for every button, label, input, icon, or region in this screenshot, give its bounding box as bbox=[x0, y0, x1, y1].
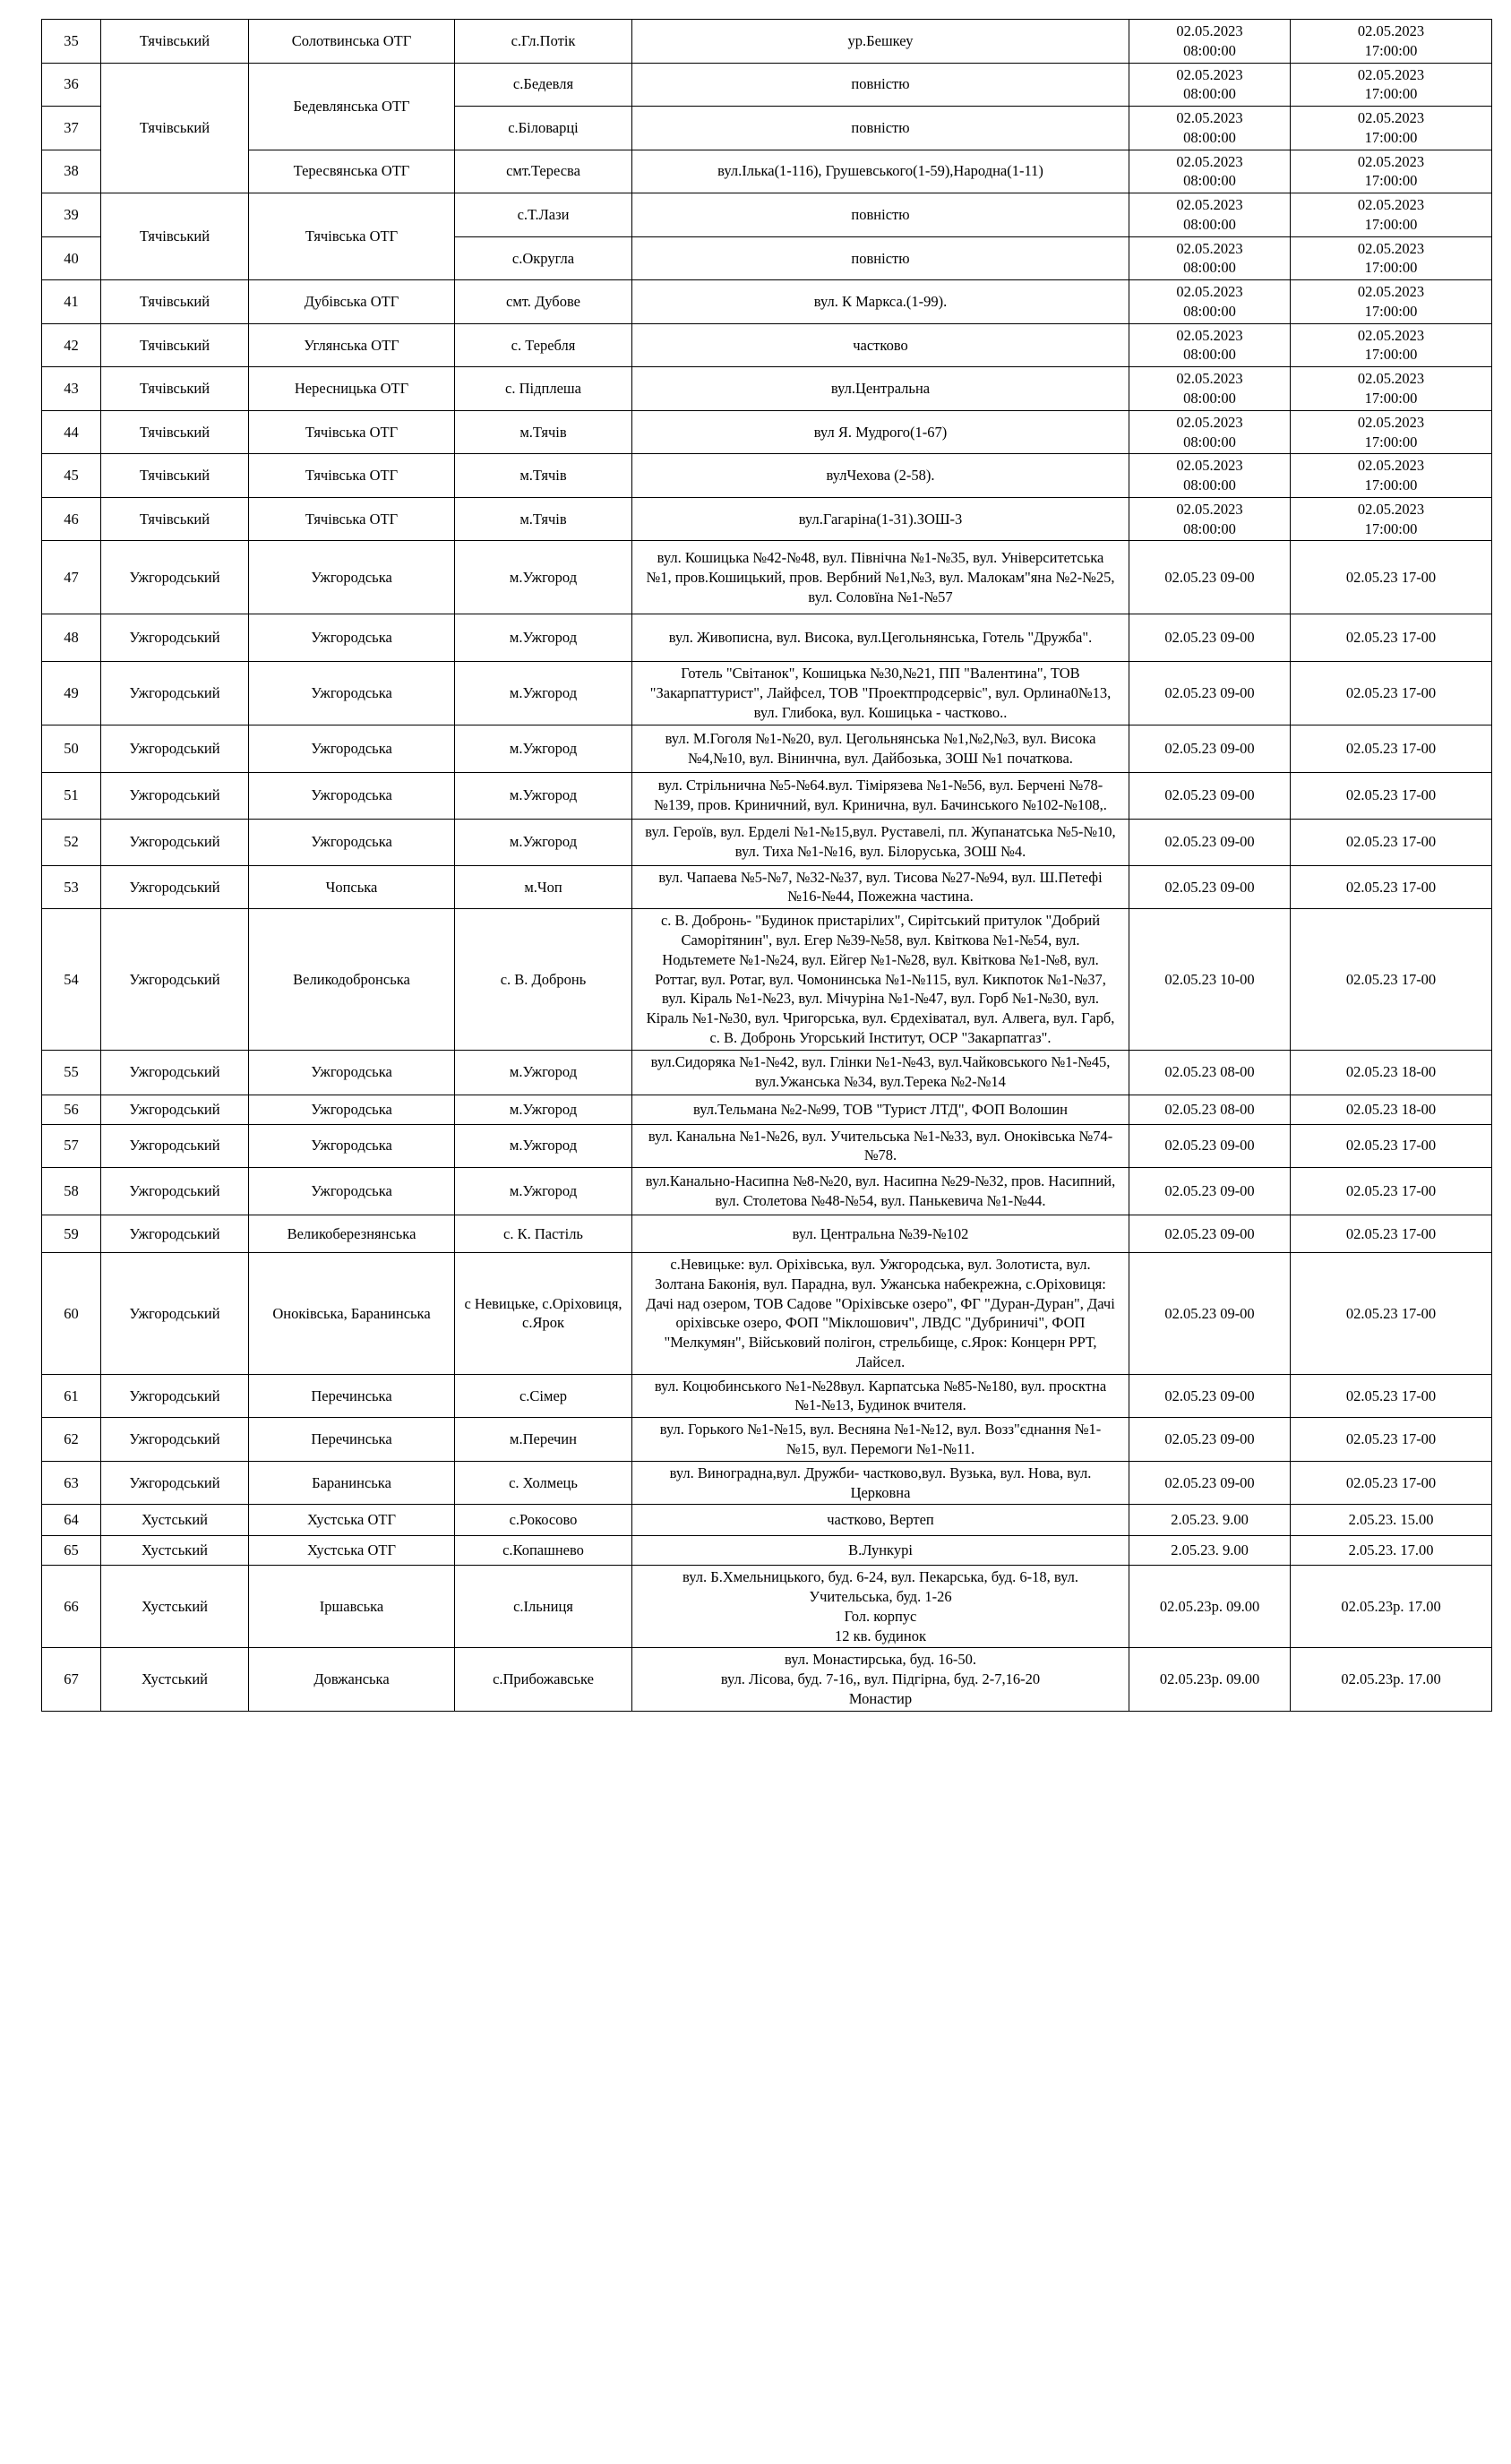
row-number-cell: 54 bbox=[42, 909, 101, 1050]
start-time-cell: 02.05.23 09-00 bbox=[1129, 1461, 1291, 1505]
community-cell: Іршавська bbox=[249, 1566, 455, 1648]
end-time-cell: 02.05.23 17-00 bbox=[1291, 614, 1492, 662]
settlement-cell: смт.Тересва bbox=[455, 150, 632, 193]
row-number-cell: 46 bbox=[42, 497, 101, 541]
district-cell: Ужгородський bbox=[101, 772, 249, 819]
end-time-cell: 02.05.23 17-00 bbox=[1291, 1215, 1492, 1253]
district-cell: Хустський bbox=[101, 1536, 249, 1566]
start-time-cell: 02.05.2023 08:00:00 bbox=[1129, 497, 1291, 541]
community-cell: Солотвинська ОТГ bbox=[249, 20, 455, 64]
district-cell: Тячівський bbox=[101, 20, 249, 64]
district-cell: Тячівський bbox=[101, 454, 249, 498]
start-time-cell: 2.05.23. 9.00 bbox=[1129, 1505, 1291, 1536]
address-cell: частково, Вертеп bbox=[632, 1505, 1129, 1536]
start-time-cell: 02.05.23р. 09.00 bbox=[1129, 1648, 1291, 1711]
district-cell: Хустський bbox=[101, 1648, 249, 1711]
start-time-cell: 02.05.23 09-00 bbox=[1129, 1418, 1291, 1462]
community-cell: Оноківська, Баранинська bbox=[249, 1253, 455, 1375]
community-cell: Великодобронська bbox=[249, 909, 455, 1050]
address-cell: вул Я. Мудрого(1-67) bbox=[632, 410, 1129, 454]
community-cell: Хустська ОТГ bbox=[249, 1536, 455, 1566]
table-row bbox=[42, 865, 1492, 909]
row-number-cell: 43 bbox=[42, 367, 101, 411]
community-cell: Ужгородська bbox=[249, 1124, 455, 1168]
address-cell: вул. Виноградна,вул. Дружби- частково,вул. Вузька, вул. Нова, вул. Церковна bbox=[632, 1461, 1129, 1505]
start-time-cell: 02.05.23 09-00 bbox=[1129, 819, 1291, 865]
community-cell: Довжанська bbox=[249, 1648, 455, 1711]
end-time-cell: 02.05.2023 17:00:00 bbox=[1291, 410, 1492, 454]
table-row bbox=[42, 63, 1492, 107]
end-time-cell: 02.05.23 17-00 bbox=[1291, 865, 1492, 909]
outage-schedule-sheet bbox=[41, 19, 1491, 1712]
address-cell: В.Лункурі bbox=[632, 1536, 1129, 1566]
table-row bbox=[42, 367, 1492, 411]
end-time-cell: 02.05.2023 17:00:00 bbox=[1291, 236, 1492, 280]
settlement-cell: с. Теребля bbox=[455, 323, 632, 367]
row-number-cell: 35 bbox=[42, 20, 101, 64]
table-row bbox=[42, 614, 1492, 662]
start-time-cell: 02.05.23 10-00 bbox=[1129, 909, 1291, 1050]
row-number-cell: 59 bbox=[42, 1215, 101, 1253]
address-cell: вул. Кошицька №42-№48, вул. Північна №1-№35, вул. Університетська №1, пров.Кошицький, пров. Вербний №1,№3, вул. Малокам"яна №2-№25, вул. Соловїна №1-№57 bbox=[632, 541, 1129, 614]
table-row bbox=[42, 1418, 1492, 1462]
row-number-cell: 42 bbox=[42, 323, 101, 367]
end-time-cell: 02.05.23 17-00 bbox=[1291, 1253, 1492, 1375]
table-row bbox=[42, 1461, 1492, 1505]
end-time-cell: 02.05.23р. 17.00 bbox=[1291, 1566, 1492, 1648]
row-number-cell: 40 bbox=[42, 236, 101, 280]
settlement-cell: м.Ужгород bbox=[455, 541, 632, 614]
settlement-cell: с Невицьке, с.Оріховиця, с.Ярок bbox=[455, 1253, 632, 1375]
community-cell: Ужгородська bbox=[249, 662, 455, 725]
start-time-cell: 02.05.23 09-00 bbox=[1129, 1253, 1291, 1375]
community-cell: Дубівська ОТГ bbox=[249, 280, 455, 324]
start-time-cell: 02.05.23 09-00 bbox=[1129, 614, 1291, 662]
community-cell: Тячівська ОТГ bbox=[249, 497, 455, 541]
table-row bbox=[42, 1566, 1492, 1648]
table-row bbox=[42, 1536, 1492, 1566]
row-number-cell: 65 bbox=[42, 1536, 101, 1566]
district-cell: Тячівський bbox=[101, 193, 249, 280]
end-time-cell: 02.05.2023 17:00:00 bbox=[1291, 454, 1492, 498]
table-row bbox=[42, 1215, 1492, 1253]
table-row bbox=[42, 454, 1492, 498]
row-number-cell: 41 bbox=[42, 280, 101, 324]
community-cell: Нересницька ОТГ bbox=[249, 367, 455, 411]
row-number-cell: 66 bbox=[42, 1566, 101, 1648]
start-time-cell: 02.05.2023 08:00:00 bbox=[1129, 410, 1291, 454]
row-number-cell: 50 bbox=[42, 725, 101, 772]
address-cell: вул.Ілька(1-116), Грушевського(1-59),Народна(1-11) bbox=[632, 150, 1129, 193]
table-row bbox=[42, 1648, 1492, 1711]
settlement-cell: м.Ужгород bbox=[455, 819, 632, 865]
district-cell: Хустський bbox=[101, 1566, 249, 1648]
row-number-cell: 56 bbox=[42, 1095, 101, 1124]
start-time-cell: 02.05.2023 08:00:00 bbox=[1129, 20, 1291, 64]
end-time-cell: 02.05.23 17-00 bbox=[1291, 1374, 1492, 1418]
end-time-cell: 02.05.23 17-00 bbox=[1291, 1418, 1492, 1462]
start-time-cell: 02.05.23р. 09.00 bbox=[1129, 1566, 1291, 1648]
row-number-cell: 36 bbox=[42, 63, 101, 107]
settlement-cell: м.Тячів bbox=[455, 454, 632, 498]
settlement-cell: с.Бедевля bbox=[455, 63, 632, 107]
start-time-cell: 02.05.2023 08:00:00 bbox=[1129, 63, 1291, 107]
start-time-cell: 02.05.2023 08:00:00 bbox=[1129, 367, 1291, 411]
end-time-cell: 02.05.2023 17:00:00 bbox=[1291, 280, 1492, 324]
end-time-cell: 02.05.23 17-00 bbox=[1291, 662, 1492, 725]
address-cell: частково bbox=[632, 323, 1129, 367]
community-cell: Чопська bbox=[249, 865, 455, 909]
settlement-cell: м.Ужгород bbox=[455, 725, 632, 772]
start-time-cell: 02.05.23 09-00 bbox=[1129, 541, 1291, 614]
district-cell: Ужгородський bbox=[101, 1050, 249, 1095]
end-time-cell: 02.05.2023 17:00:00 bbox=[1291, 63, 1492, 107]
table-row bbox=[42, 1374, 1492, 1418]
community-cell: Ужгородська bbox=[249, 1168, 455, 1215]
address-cell: вул. Стрільнична №5-№64.вул. Тімірязева №1-№56, вул. Берчені №78-№139, пров. Криничний, вул. Кринична, вул. Бачинського №102-№108,. bbox=[632, 772, 1129, 819]
table-row bbox=[42, 1124, 1492, 1168]
row-number-cell: 48 bbox=[42, 614, 101, 662]
start-time-cell: 02.05.2023 08:00:00 bbox=[1129, 150, 1291, 193]
address-cell: вул. Монастирська, буд. 16-50. вул. Лісова, буд. 7-16,, вул. Підгірна, буд. 2-7,16-20 Монастир bbox=[632, 1648, 1129, 1711]
row-number-cell: 58 bbox=[42, 1168, 101, 1215]
community-cell: Углянська ОТГ bbox=[249, 323, 455, 367]
row-number-cell: 39 bbox=[42, 193, 101, 237]
address-cell: повністю bbox=[632, 63, 1129, 107]
district-cell: Ужгородський bbox=[101, 1374, 249, 1418]
district-cell: Тячівський bbox=[101, 323, 249, 367]
community-cell: Перечинська bbox=[249, 1418, 455, 1462]
settlement-cell: м.Чоп bbox=[455, 865, 632, 909]
address-cell: вул. Центральна №39-№102 bbox=[632, 1215, 1129, 1253]
settlement-cell: м.Перечин bbox=[455, 1418, 632, 1462]
district-cell: Тячівський bbox=[101, 367, 249, 411]
row-number-cell: 47 bbox=[42, 541, 101, 614]
address-cell: вул. Канальна №1-№26, вул. Учительська №1-№33, вул. Оноківська №74-№78. bbox=[632, 1124, 1129, 1168]
community-cell: Ужгородська bbox=[249, 819, 455, 865]
row-number-cell: 60 bbox=[42, 1253, 101, 1375]
end-time-cell: 02.05.2023 17:00:00 bbox=[1291, 497, 1492, 541]
settlement-cell: м.Ужгород bbox=[455, 662, 632, 725]
end-time-cell: 02.05.2023 17:00:00 bbox=[1291, 150, 1492, 193]
district-cell: Ужгородський bbox=[101, 1168, 249, 1215]
end-time-cell: 02.05.23 17-00 bbox=[1291, 1461, 1492, 1505]
community-cell: Великоберезнянська bbox=[249, 1215, 455, 1253]
settlement-cell: м.Ужгород bbox=[455, 1124, 632, 1168]
address-cell: вул. Живописна, вул. Висока, вул.Цегольнянська, Готель "Дружба". bbox=[632, 614, 1129, 662]
address-cell: вул.Тельмана №2-№99, ТОВ "Турист ЛТД", ФОП Волошин bbox=[632, 1095, 1129, 1124]
district-cell: Ужгородський bbox=[101, 909, 249, 1050]
district-cell: Ужгородський bbox=[101, 1461, 249, 1505]
address-cell: ур.Бешкеу bbox=[632, 20, 1129, 64]
settlement-cell: м.Тячів bbox=[455, 497, 632, 541]
district-cell: Ужгородський bbox=[101, 819, 249, 865]
table-row bbox=[42, 497, 1492, 541]
row-number-cell: 64 bbox=[42, 1505, 101, 1536]
row-number-cell: 61 bbox=[42, 1374, 101, 1418]
settlement-cell: с.Т.Лази bbox=[455, 193, 632, 237]
row-number-cell: 51 bbox=[42, 772, 101, 819]
end-time-cell: 02.05.23 17-00 bbox=[1291, 819, 1492, 865]
district-cell: Ужгородський bbox=[101, 725, 249, 772]
row-number-cell: 57 bbox=[42, 1124, 101, 1168]
settlement-cell: с. Холмець bbox=[455, 1461, 632, 1505]
community-cell: Тячівська ОТГ bbox=[249, 193, 455, 280]
start-time-cell: 02.05.2023 08:00:00 bbox=[1129, 454, 1291, 498]
community-cell: Хустська ОТГ bbox=[249, 1505, 455, 1536]
settlement-cell: смт. Дубове bbox=[455, 280, 632, 324]
table-row bbox=[42, 725, 1492, 772]
community-cell: Ужгородська bbox=[249, 614, 455, 662]
settlement-cell: м.Тячів bbox=[455, 410, 632, 454]
table-row bbox=[42, 323, 1492, 367]
community-cell: Ужгородська bbox=[249, 541, 455, 614]
end-time-cell: 02.05.23 17-00 bbox=[1291, 1168, 1492, 1215]
table-row bbox=[42, 1253, 1492, 1375]
end-time-cell: 2.05.23. 17.00 bbox=[1291, 1536, 1492, 1566]
settlement-cell: м.Ужгород bbox=[455, 614, 632, 662]
end-time-cell: 02.05.2023 17:00:00 bbox=[1291, 367, 1492, 411]
start-time-cell: 02.05.2023 08:00:00 bbox=[1129, 107, 1291, 150]
row-number-cell: 62 bbox=[42, 1418, 101, 1462]
community-cell: Тячівська ОТГ bbox=[249, 454, 455, 498]
end-time-cell: 02.05.2023 17:00:00 bbox=[1291, 107, 1492, 150]
address-cell: с. В. Добронь- "Будинок пристарілих", Сирітський притулок "Добрий Саморітянин", вул. Егер №39-№58, вул. Квіткова №1-№54, вул. Нодьтемете №1-№24, вул. Ейгер №1-№28, вул. Квіткова №1-№8, вул. Роттаг, вул. Ротаг, вул. Чомонинська №1-№115, вул. Кикпоток №1-№37, вул. Кіраль №1-№23, вул. Мічуріна №1-№47, вул. Горб №1-№30, вул. Кіраль №1-№30, вул. Чригорська, вул. Єрдехіватал, вул. Алвега, вул. Гарб, с. В. Добронь Угорський Інститут, ОСР "Закарпатгаз". bbox=[632, 909, 1129, 1050]
table-row bbox=[42, 1050, 1492, 1095]
row-number-cell: 53 bbox=[42, 865, 101, 909]
table-row bbox=[42, 1168, 1492, 1215]
district-cell: Тячівський bbox=[101, 280, 249, 324]
end-time-cell: 02.05.23р. 17.00 bbox=[1291, 1648, 1492, 1711]
end-time-cell: 02.05.2023 17:00:00 bbox=[1291, 323, 1492, 367]
settlement-cell: м.Ужгород bbox=[455, 1168, 632, 1215]
community-cell: Баранинська bbox=[249, 1461, 455, 1505]
community-cell: Перечинська bbox=[249, 1374, 455, 1418]
settlement-cell: с. Підплеша bbox=[455, 367, 632, 411]
row-number-cell: 67 bbox=[42, 1648, 101, 1711]
table-row bbox=[42, 662, 1492, 725]
start-time-cell: 02.05.2023 08:00:00 bbox=[1129, 193, 1291, 237]
start-time-cell: 02.05.23 08-00 bbox=[1129, 1095, 1291, 1124]
settlement-cell: с.Гл.Потік bbox=[455, 20, 632, 64]
row-number-cell: 52 bbox=[42, 819, 101, 865]
settlement-cell: с.Прибожавське bbox=[455, 1648, 632, 1711]
settlement-cell: м.Ужгород bbox=[455, 772, 632, 819]
settlement-cell: с.Рокосово bbox=[455, 1505, 632, 1536]
settlement-cell: с.Округла bbox=[455, 236, 632, 280]
address-cell: повністю bbox=[632, 193, 1129, 237]
settlement-cell: с.Копашнево bbox=[455, 1536, 632, 1566]
community-cell: Ужгородська bbox=[249, 1050, 455, 1095]
district-cell: Тячівський bbox=[101, 63, 249, 193]
table-row bbox=[42, 20, 1492, 64]
community-cell: Ужгородська bbox=[249, 772, 455, 819]
start-time-cell: 02.05.23 09-00 bbox=[1129, 662, 1291, 725]
table-row bbox=[42, 1095, 1492, 1124]
address-cell: с.Невицьке: вул. Оріхівська, вул. Ужгородська, вул. Золотиста, вул. Золтана Баконія, вул. Парадна, вул. Ужанська набекрежна, с.Оріховиця: Дачі над озером, ТОВ Садове "Оріхівське озеро", ФГ "Дуран-Дуран", Дачі оріхівське озеро, ФОП "Міклошович", ЛВДС "Дубриничі", ФОП "Мелкумян", Військовий полігон, стрельбище, с.Ярок: Концерн РРТ, Лайсел. bbox=[632, 1253, 1129, 1375]
end-time-cell: 02.05.23 18-00 bbox=[1291, 1050, 1492, 1095]
row-number-cell: 44 bbox=[42, 410, 101, 454]
start-time-cell: 2.05.23. 9.00 bbox=[1129, 1536, 1291, 1566]
start-time-cell: 02.05.23 09-00 bbox=[1129, 1168, 1291, 1215]
address-cell: вул. М.Гоголя №1-№20, вул. Цегольнянська №1,№2,№3, вул. Висока №4,№10, вул. Вінинчна, вул. Дайбозька, ЗОШ №1 початкова. bbox=[632, 725, 1129, 772]
end-time-cell: 02.05.2023 17:00:00 bbox=[1291, 20, 1492, 64]
outage-table bbox=[41, 19, 1492, 1712]
table-row bbox=[42, 772, 1492, 819]
start-time-cell: 02.05.2023 08:00:00 bbox=[1129, 236, 1291, 280]
start-time-cell: 02.05.2023 08:00:00 bbox=[1129, 323, 1291, 367]
district-cell: Ужгородський bbox=[101, 1253, 249, 1375]
start-time-cell: 02.05.23 09-00 bbox=[1129, 725, 1291, 772]
table-row bbox=[42, 1505, 1492, 1536]
address-cell: вул. Героїв, вул. Ерделі №1-№15,вул. Руставелі, пл. Жупанатська №5-№10, вул. Тиха №1-№16, вул. Білоруська, ЗОШ №4. bbox=[632, 819, 1129, 865]
district-cell: Ужгородський bbox=[101, 865, 249, 909]
district-cell: Ужгородський bbox=[101, 614, 249, 662]
start-time-cell: 02.05.23 09-00 bbox=[1129, 1215, 1291, 1253]
address-cell: вул. Горького №1-№15, вул. Весняна №1-№12, вул. Возз"єднання №1-№15, вул. Перемоги №1-№11. bbox=[632, 1418, 1129, 1462]
table-row bbox=[42, 909, 1492, 1050]
settlement-cell: м.Ужгород bbox=[455, 1095, 632, 1124]
district-cell: Ужгородський bbox=[101, 1215, 249, 1253]
row-number-cell: 45 bbox=[42, 454, 101, 498]
end-time-cell: 02.05.2023 17:00:00 bbox=[1291, 193, 1492, 237]
row-number-cell: 55 bbox=[42, 1050, 101, 1095]
table-row bbox=[42, 541, 1492, 614]
community-cell: Тячівська ОТГ bbox=[249, 410, 455, 454]
row-number-cell: 38 bbox=[42, 150, 101, 193]
start-time-cell: 02.05.23 09-00 bbox=[1129, 1374, 1291, 1418]
district-cell: Хустський bbox=[101, 1505, 249, 1536]
end-time-cell: 02.05.23 17-00 bbox=[1291, 1124, 1492, 1168]
end-time-cell: 2.05.23. 15.00 bbox=[1291, 1505, 1492, 1536]
address-cell: вул. Б.Хмельницького, буд. 6-24, вул. Пекарська, буд. 6-18, вул. Учительська, буд. 1-26 Гол. корпус 12 кв. будинок bbox=[632, 1566, 1129, 1648]
address-cell: вул.Центральна bbox=[632, 367, 1129, 411]
address-cell: вул. Коцюбинського №1-№28вул. Карпатська №85-№180, вул. просктна №1-№13, Будинок вчителя. bbox=[632, 1374, 1129, 1418]
start-time-cell: 02.05.2023 08:00:00 bbox=[1129, 280, 1291, 324]
row-number-cell: 49 bbox=[42, 662, 101, 725]
community-cell: Тересвянська ОТГ bbox=[249, 150, 455, 193]
community-cell: Бедевлянська ОТГ bbox=[249, 63, 455, 150]
district-cell: Ужгородський bbox=[101, 1095, 249, 1124]
settlement-cell: с. К. Пастіль bbox=[455, 1215, 632, 1253]
community-cell: Ужгородська bbox=[249, 1095, 455, 1124]
address-cell: вул. К Маркса.(1-99). bbox=[632, 280, 1129, 324]
settlement-cell: с. В. Добронь bbox=[455, 909, 632, 1050]
table-row bbox=[42, 280, 1492, 324]
district-cell: Тячівський bbox=[101, 497, 249, 541]
start-time-cell: 02.05.23 09-00 bbox=[1129, 772, 1291, 819]
address-cell: вулЧехова (2-58). bbox=[632, 454, 1129, 498]
settlement-cell: с.Біловарці bbox=[455, 107, 632, 150]
address-cell: вул.Сидоряка №1-№42, вул. Глінки №1-№43, вул.Чайковського №1-№45, вул.Ужанська №34, вул.Терека №2-№14 bbox=[632, 1050, 1129, 1095]
table-row bbox=[42, 193, 1492, 237]
start-time-cell: 02.05.23 08-00 bbox=[1129, 1050, 1291, 1095]
table-row bbox=[42, 410, 1492, 454]
address-cell: повністю bbox=[632, 107, 1129, 150]
row-number-cell: 63 bbox=[42, 1461, 101, 1505]
address-cell: повністю bbox=[632, 236, 1129, 280]
table-row bbox=[42, 150, 1492, 193]
district-cell: Тячівський bbox=[101, 410, 249, 454]
table-body bbox=[42, 20, 1492, 1712]
end-time-cell: 02.05.23 17-00 bbox=[1291, 541, 1492, 614]
community-cell: Ужгородська bbox=[249, 725, 455, 772]
address-cell: вул.Канально-Насипна №8-№20, вул. Насипна №29-№32, пров. Насипний, вул. Столетова №48-№54, вул. Панькевича №1-№44. bbox=[632, 1168, 1129, 1215]
address-cell: вул. Чапаева №5-№7, №32-№37, вул. Тисова №27-№94, вул. Ш.Петефі №16-№44, Пожежна частина. bbox=[632, 865, 1129, 909]
district-cell: Ужгородський bbox=[101, 541, 249, 614]
row-number-cell: 37 bbox=[42, 107, 101, 150]
district-cell: Ужгородський bbox=[101, 1418, 249, 1462]
district-cell: Ужгородський bbox=[101, 1124, 249, 1168]
settlement-cell: с.Ільниця bbox=[455, 1566, 632, 1648]
end-time-cell: 02.05.23 17-00 bbox=[1291, 725, 1492, 772]
start-time-cell: 02.05.23 09-00 bbox=[1129, 1124, 1291, 1168]
start-time-cell: 02.05.23 09-00 bbox=[1129, 865, 1291, 909]
district-cell: Ужгородський bbox=[101, 662, 249, 725]
end-time-cell: 02.05.23 18-00 bbox=[1291, 1095, 1492, 1124]
settlement-cell: м.Ужгород bbox=[455, 1050, 632, 1095]
address-cell: Готель "Світанок", Кошицька №30,№21, ПП "Валентина", ТОВ "Закарпаттурист", Лайфсел, ТОВ "Проектпродсервіс", вул. Орлина0№13, вул. Глибока, вул. Кошицька - частково.. bbox=[632, 662, 1129, 725]
end-time-cell: 02.05.23 17-00 bbox=[1291, 909, 1492, 1050]
end-time-cell: 02.05.23 17-00 bbox=[1291, 772, 1492, 819]
settlement-cell: с.Сімер bbox=[455, 1374, 632, 1418]
table-row bbox=[42, 819, 1492, 865]
address-cell: вул.Гагаріна(1-31).ЗОШ-3 bbox=[632, 497, 1129, 541]
